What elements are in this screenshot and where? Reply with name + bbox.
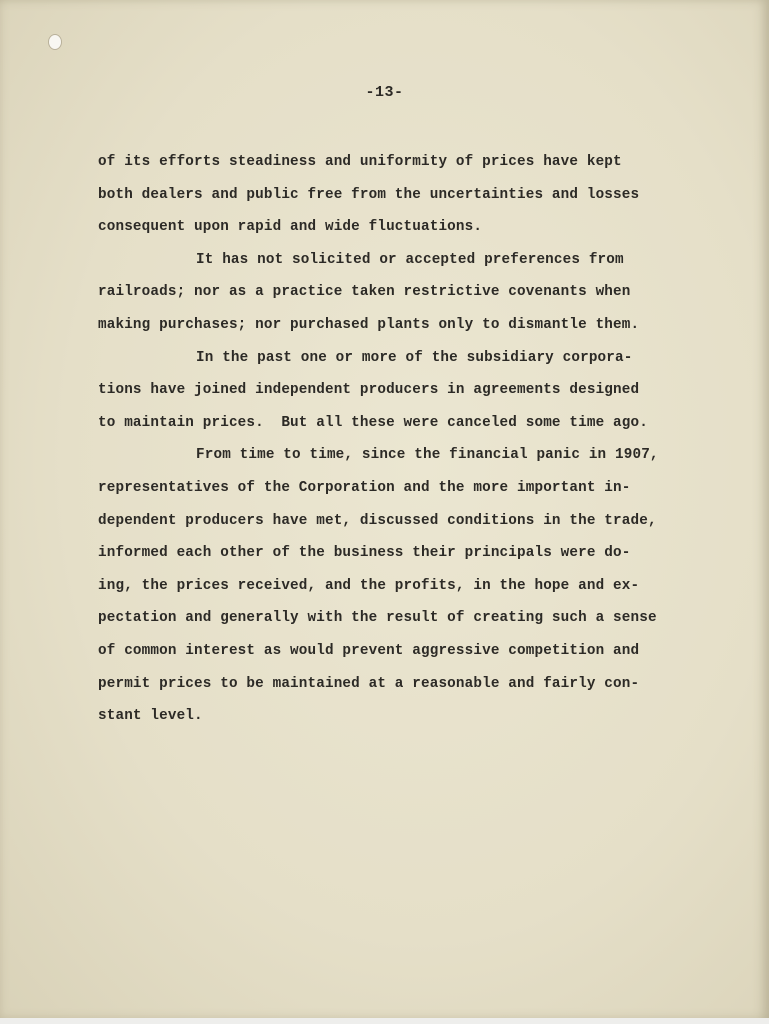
text-line: From time to time, since the financial panic in 1907, [196, 447, 659, 464]
text-line: pectation and generally with the result of creating such a sense [98, 610, 657, 627]
text-line: stant level. [98, 708, 203, 725]
text-line: both dealers and public free from the uncertainties and losses [98, 186, 640, 203]
text-line: informed each other of the business their principals were do- [98, 545, 631, 562]
text-line: representatives of the Corporation and the more important in- [98, 479, 631, 496]
text-line: In the past one or more of the subsidiary corpora- [196, 349, 633, 366]
text-line: It has not solicited or accepted preferences from [196, 251, 624, 268]
text-line: railroads; nor as a practice taken restrictive covenants when [98, 284, 631, 301]
text-line: making purchases; nor purchased plants only to dismantle them. [98, 316, 640, 333]
text-line: of its efforts steadiness and uniformity of prices have kept [98, 154, 622, 170]
scan-edge [0, 1018, 769, 1024]
text-line: ing, the prices received, and the profits, in the hope and ex- [98, 577, 640, 594]
text-line: to maintain prices. But all these were canceled some time ago. [98, 414, 648, 431]
punch-hole [48, 34, 62, 50]
page-number: -13- [365, 84, 404, 101]
text-line: consequent upon rapid and wide fluctuations. [98, 219, 483, 236]
text-line: dependent producers have met, discussed conditions in the trade, [98, 512, 657, 529]
text-line: tions have joined independent producers in agreements designed [98, 382, 640, 399]
body-text [98, 146, 738, 733]
text-line: permit prices to be maintained at a reasonable and fairly con- [98, 675, 640, 692]
text-line: of common interest as would prevent aggressive competition and [98, 642, 640, 659]
